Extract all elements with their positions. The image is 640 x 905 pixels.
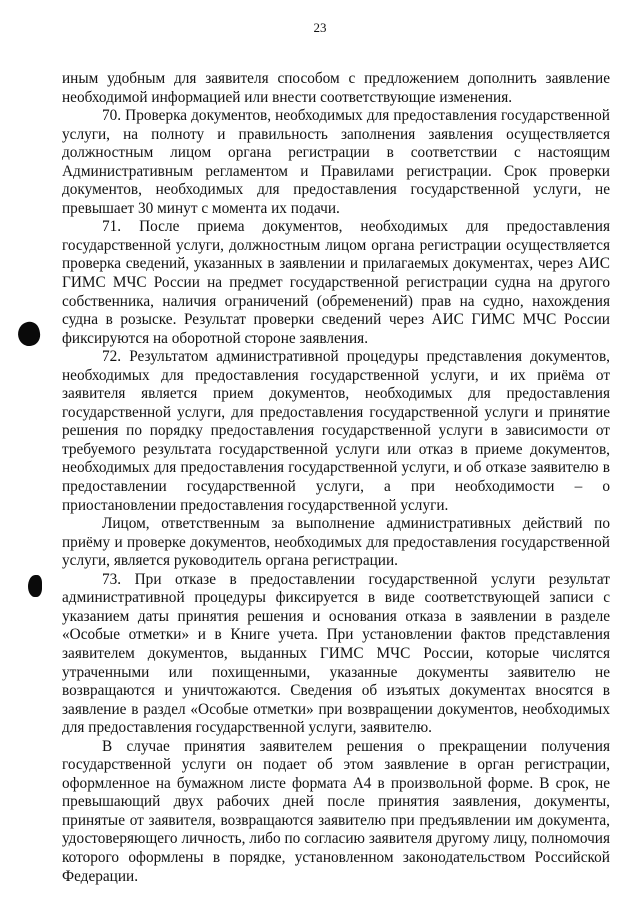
paragraph-71: 71. После приема документов, необходимых для предоставления государственной услуги, должностным лицом органа регистрации осуществляется проверка сведений, указанных в заявлении и прилагаемых документах, через АИС ГИМС МЧС России на предмет государственной регистрации судна на другого собственника, наличия ограничений (обременений) прав на судно, нахождения судна в розыске. Результат проверки сведений через АИС ГИМС МЧС России фиксируются на оборотной стороне заявления. xyxy=(62,218,610,347)
paragraph-termination: В случае принятия заявителем решения о прекращении получения государственной услуги он подает об этом заявление в орган регистрации, оформленное на бумажном листе формата А4 в произвольной форме. В срок, не превышающий двух рабочих дней после принятия заявления, документы, принятые от заявителя, возвращаются заявителю при предъявлении им документа, удостоверяющего личность, либо по согласию заявителя другому лицу, полномочия которого оформлены в порядке, установленном законодательством Российской Федерации. xyxy=(62,737,610,885)
paragraph-responsible-person: Лицом, ответственным за выполнение административных действий по приёму и проверке документов, необходимых для предоставления государственной услуги, является руководитель органа регистрации. xyxy=(62,515,610,570)
punch-hole-mark xyxy=(16,320,43,348)
document-body xyxy=(62,70,610,886)
page-number: 23 xyxy=(313,20,327,35)
paragraph-73: 73. При отказе в предоставлении государственной услуги результат административной процедуры фиксируется в виде соответствующей записи с указанием даты принятия решения и основания отказа в заявлении в разделе «Особые отметки» и в Книге учета. При установлении фактов представления заявителем документов, выданных ГИМС МЧС России, которые числятся утраченными или похищенными, указанные документы заявителю не возвращаются и уничтожаются. Сведения об изъятых документах вносятся в заявление в раздел «Особые отметки» при возвращении документов, необходимых для предоставления государственной услуги, заявителю. xyxy=(62,570,610,737)
paragraph-72: 72. Результатом административной процедуры представления документов, необходимых для предоставления государственной услуги, и их приёма от заявителя является прием документов, необходимых для предоставления государственной услуги, для предоставления государственной услуги и принятие решения по порядку предоставления государственной услуги в зависимости от требуемого результата государственной услуги или отказ в приеме документов, необходимых для предоставления государственной услуги, и об отказе заявителю в предоставлении государственной услуги, а при необходимости – о приостановлении предоставления государственной услуги. xyxy=(62,348,610,514)
paragraph-70: 70. Проверка документов, необходимых для предоставления государственной услуги, на полноту и правильность заполнения заявления осуществляется должностным лицом органа регистрации в соответствии с настоящим Административным регламентом и Правилами регистрации. Срок проверки документов, необходимых для предоставления государственной услуги, не превышает 30 минут с момента их подачи. xyxy=(62,107,610,217)
punch-hole-mark xyxy=(28,575,42,597)
paragraph-continuation: иным удобным для заявителя способом с предложением дополнить заявление необходимой информацией или внести соответствующие изменения. xyxy=(62,70,610,106)
